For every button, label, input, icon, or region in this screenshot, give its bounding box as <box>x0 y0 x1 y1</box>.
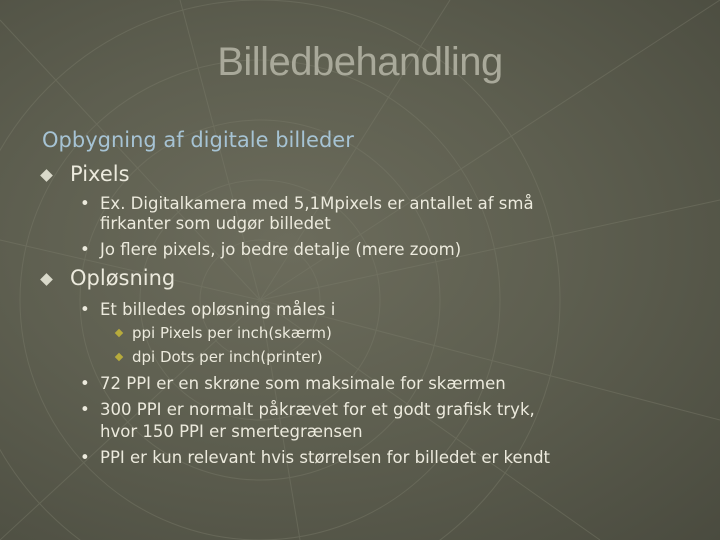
item-line: firkanter som udgør billedet <box>100 214 331 233</box>
slide-heading: Opbygning af digitale billeder <box>42 128 354 152</box>
item-line: Et billedes opløsning måles i <box>100 300 336 319</box>
sub-item-text: ppi Pixels per inch(skærm) <box>132 324 332 342</box>
item-line: Ex. Digitalkamera med 5,1Mpixels er antallet af små <box>100 194 534 213</box>
section-label: Opløsning <box>70 266 176 290</box>
dot-bullet-icon: • <box>80 400 90 419</box>
dot-bullet-icon: • <box>80 240 90 259</box>
item-line: 72 PPI er en skrøne som maksimale for skærmen <box>100 374 506 393</box>
item-line: PPI er kun relevant hvis størrelsen for billedet er kendt <box>100 448 551 467</box>
slide-title: Billedbehandling <box>217 40 503 84</box>
sub-item-text: dpi Dots per inch(printer) <box>132 348 323 366</box>
section-label: Pixels <box>70 162 130 186</box>
item-line: 300 PPI er normalt påkrævet for et godt grafisk tryk, <box>100 400 535 419</box>
dot-bullet-icon: • <box>80 374 90 393</box>
dot-bullet-icon: • <box>80 448 90 467</box>
dot-bullet-icon: • <box>80 194 90 213</box>
dot-bullet-icon: • <box>80 300 90 319</box>
item-line: hvor 150 PPI er smertegrænsen <box>100 422 363 441</box>
item-line: Jo flere pixels, jo bedre detalje (mere zoom) <box>100 240 462 259</box>
